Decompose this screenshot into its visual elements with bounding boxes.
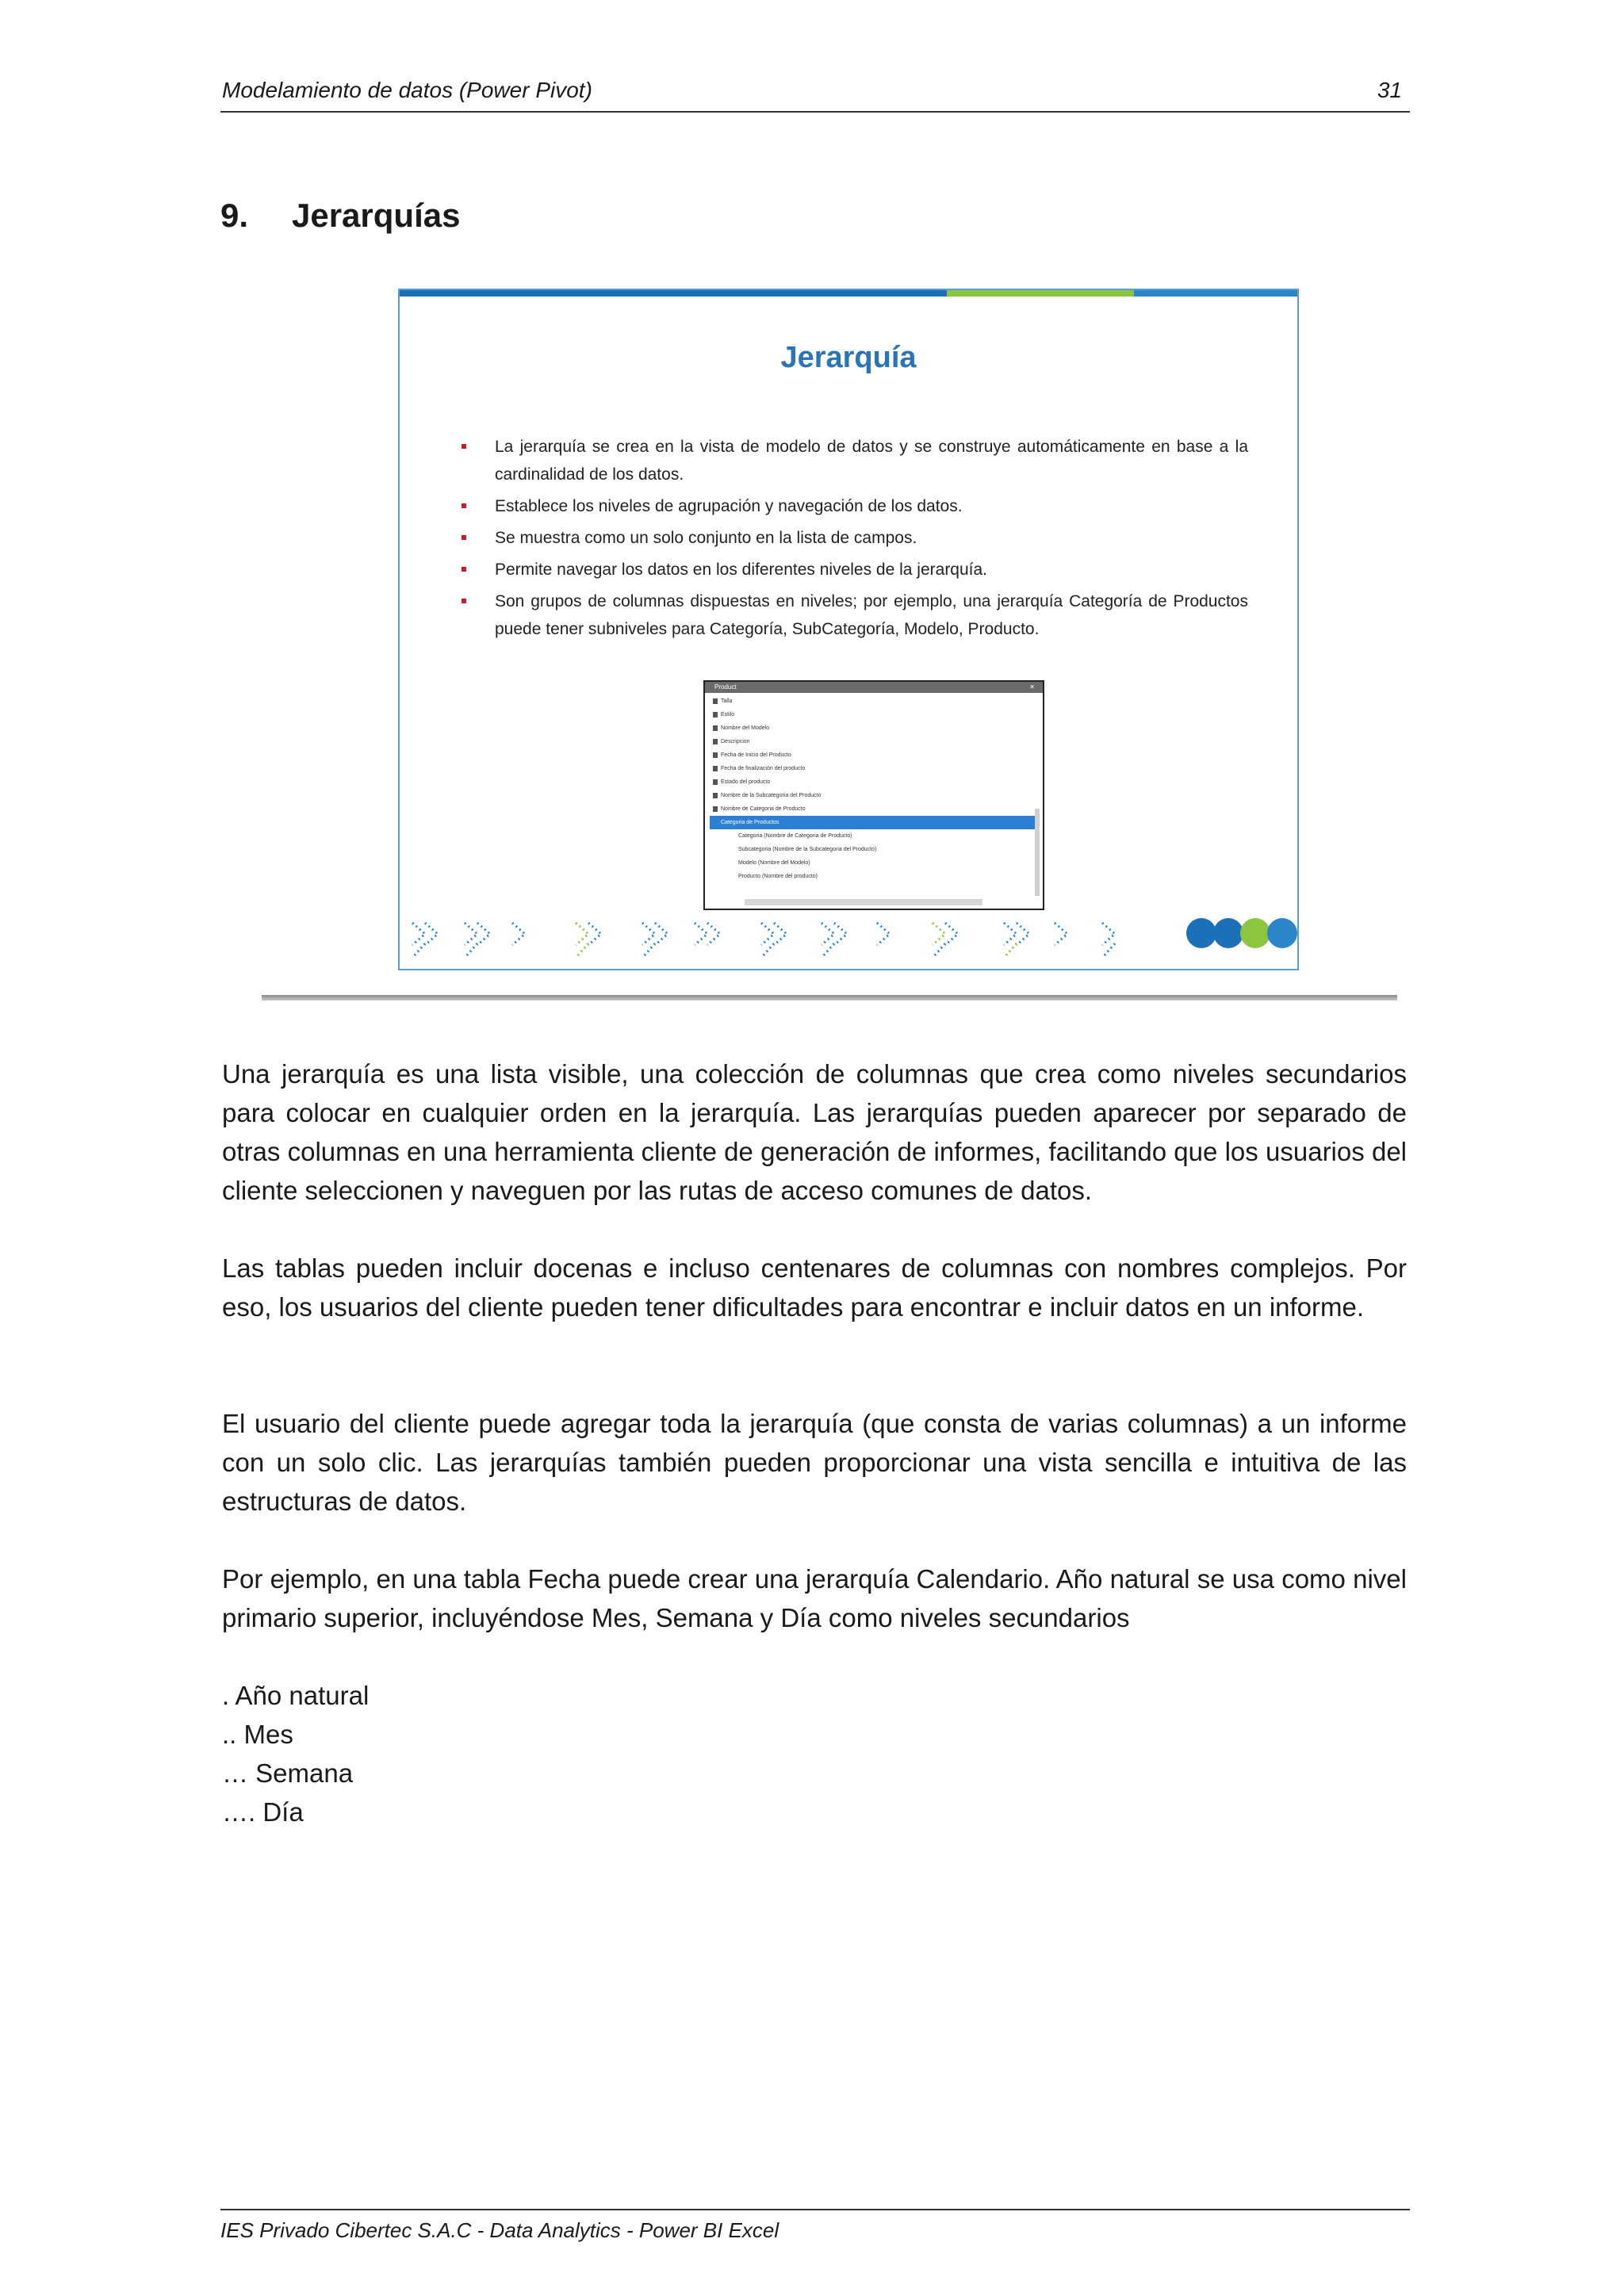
paragraph: El usuario del cliente puede agregar toda la jerarquía (que consta de varias columnas) a un informe con un solo clic. Las jerarquías también pueden proporcionar una vista sencilla e intuitiva de las estructuras de datos. [222, 1409, 1407, 1516]
slide-bullet: Se muestra como un solo conjunto en la lista de campos. [455, 524, 1248, 552]
table-column-icon [713, 766, 718, 771]
field-list-screenshot [703, 680, 1044, 910]
paragraph: Una jerarquía es una lista visible, una colección de columnas que crea como niveles secundarios para colocar en cualquier orden en la jerarquía. Las jerarquías pueden aparecer por separado de otras columnas en una herramienta cliente de generación de informes, facilitando que los usuarios del cliente seleccionen y naveguen por las rutas de acceso comunes de datos. [222, 1059, 1407, 1205]
table-column-icon [713, 779, 718, 785]
list-item: …. Día [222, 1797, 304, 1827]
field-list-header [705, 682, 1043, 693]
field-item: Fecha de Inicio del Producto [710, 748, 1035, 762]
logo-circle-icon [1213, 918, 1243, 948]
section-heading [220, 197, 460, 235]
close-icon: ✕ [1029, 683, 1035, 691]
field-list-rows [710, 695, 1035, 883]
field-item: Nombre de la Subcategoria del Producto [710, 789, 1035, 802]
slide-title: Jerarquía [780, 341, 917, 374]
hierarchy-level: Modelo (Nombre del Modelo) [738, 860, 810, 866]
slide-footer-decoration [400, 913, 1299, 969]
table-column-icon [713, 793, 718, 798]
table-column-icon [713, 698, 718, 704]
field-item: Descripcion [710, 735, 1035, 748]
slide-bullet: Establece los niveles de agrupación y navegación de los datos. [455, 492, 1248, 520]
table-column-icon [713, 739, 718, 744]
slide-bullet: Permite navegar los datos en los diferentes niveles de la jerarquía. [455, 556, 1248, 584]
field-item: Estilo [710, 708, 1035, 721]
hierarchy-level: Subcategoria (Nombre de la Subcategoria del Producto) [738, 847, 877, 852]
field-list-table-name: Product [714, 683, 737, 691]
field-item: Fecha de finalización del producto [710, 762, 1035, 775]
logo-circle-icon [1267, 918, 1297, 948]
header-title: Modelamiento de datos (Power Pivot) [222, 78, 592, 102]
levels-list [222, 1676, 369, 1831]
field-item: Estado del producto [710, 775, 1035, 789]
section-number: 9. [220, 197, 249, 234]
footer-rule [220, 2209, 1410, 2210]
table-column-icon [713, 806, 718, 812]
paragraph: Por ejemplo, en una tabla Fecha puede crear una jerarquía Calendario. Año natural se usa como nivel primario superior, incluyéndose Mes, Semana y Día como niveles secundarios [222, 1564, 1407, 1632]
list-item: … Semana [222, 1758, 354, 1788]
field-item: Nombre del Modelo [710, 721, 1035, 735]
table-column-icon [713, 752, 718, 758]
slide-bullet-list [455, 433, 1248, 647]
field-item: Talla [710, 695, 1035, 708]
logo-circle-icon [1240, 918, 1270, 948]
page-footer [220, 2209, 1410, 2243]
slide-bullet: Son grupos de columnas dispuestas en niveles; por ejemplo, una jerarquía Categoría de Productos puede tener subniveles para Categoría, SubCategoría, Modelo, Producto. [455, 587, 1248, 643]
section-title: Jerarquías [292, 197, 461, 234]
vertical-scrollbar [1035, 809, 1040, 896]
table-column-icon [713, 712, 718, 718]
footer-text: IES Privado Cibertec S.A.C - Data Analytics - Power BI Excel [220, 2218, 779, 2242]
slide-image [398, 289, 1299, 970]
page-number: 31 [1377, 78, 1402, 102]
paragraph: Las tablas pueden incluir docenas e incluso centenares de columnas con nombres complejos. Por eso, los usuarios del cliente pueden tener dificultades para encontrar e incluir datos en un informe. [222, 1253, 1407, 1322]
slide-bullet: La jerarquía se crea en la vista de modelo de datos y se construye automáticamente en base a la cardinalidad de los datos. [455, 433, 1248, 488]
table-column-icon [713, 725, 718, 731]
header-rule [220, 111, 1410, 113]
list-item: .. Mes [222, 1720, 293, 1749]
slide-top-bar [400, 290, 1297, 297]
list-item: . Año natural [222, 1681, 370, 1710]
horizontal-scrollbar [745, 899, 982, 905]
hierarchy-level: Producto (Nombre del producto) [738, 874, 818, 879]
hierarchy-level: Categoria (Nombre de Categoria de Producto) [738, 833, 852, 839]
field-item: Nombre de Categoria de Producto [710, 802, 1035, 816]
slide-shadow-line [262, 995, 1397, 1001]
page-header [220, 76, 1410, 113]
hierarchy-item: Categoria de Productos [710, 816, 1035, 829]
logo-circle-icon [1186, 918, 1216, 948]
chevron-pattern-icon [404, 916, 1182, 964]
